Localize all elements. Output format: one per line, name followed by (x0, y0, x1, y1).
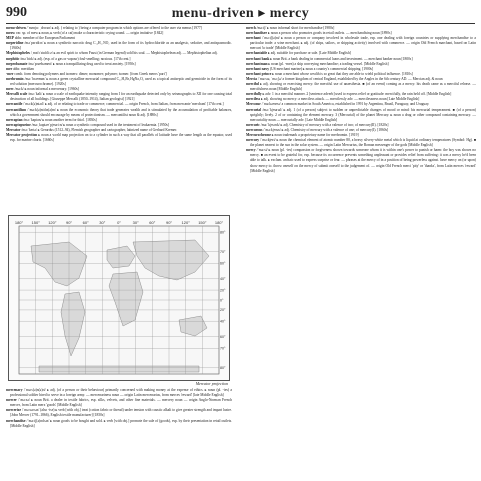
entry-headword: merchandise (6, 418, 26, 423)
right-column (246, 26, 476, 476)
dictionary-entry (246, 108, 476, 123)
dictionary-entry (6, 92, 232, 102)
entry-headword: Mercalli scale (6, 92, 28, 97)
dictionary-entry (6, 108, 232, 118)
latitude-label: 70° (220, 250, 226, 255)
dictionary-entry (246, 82, 476, 92)
entry-definition: ▸ noun a world map projection on to a cylinder in such a way that all parallels of latitude have the same length as the equator, used esp. for marine charts. [1660s] (10, 132, 232, 143)
entry-definition: /ˈməːsɪə, ˈməːʃə/ a former kingdom of central England, established by the Angles in the 6th century AD. — Mercian adj. & noun (256, 76, 443, 81)
entry-definition: /məˈfɪtɪk/ ▸ adj. (esp. of a gas or vapour) foul-smelling; noxious. [17th cent.] (19, 56, 131, 61)
entry-definition: /məˈprəʊbəmeɪt/ ▸ noun a tranquillizing drug used to treat anxiety. [1950s] (27, 61, 136, 66)
entry-definition: /ˈməːtʃ(ə)ndʌɪz/ ▸ noun goods to be bought and sold. ▸ verb [with obj.] promote the sale of (goods), esp. by their presentation in retail outlets. [Middle English] (10, 418, 232, 428)
entry-headword: mercurous (246, 127, 263, 132)
entry-headword: merch (246, 26, 256, 30)
entry-headword: merciless (246, 97, 261, 102)
longitude-label: 30° (99, 220, 106, 225)
entry-definition: /ˌmɛfɪˈstɒfɪliːz/ ▸ an evil spirit to whom Faust (in German legend) sold his soul. — Mephistophelean adj. — Mephistophelian adj. (29, 51, 218, 56)
entry-headword: Mercator (6, 127, 21, 132)
entry-definition: ▸ adj. suitable for purchase or sale. [Late Middle English] (267, 51, 351, 56)
latitude-label: 70° (220, 346, 226, 351)
entry-definition: /məːˈkjʊərɪəl/ ▸ adj. 1 (of a person) subject to sudden or unpredictable changes of mood or mind: his mercurial temperament. ■ (of a person) sprightly; lively. 2 of or containing the element mercury. 3 (Mercurial) of the planet Mercury. ▸ noun a drug or other compound containing mercury. — mercuriality noun — mercurially adv. [Late Middle English] (250, 107, 476, 122)
entry-definition: /ˈməːk(ə)ntɪlɪz(ə)m/ ▸ noun the economic theory that trade generates wealth and is stimulated by the accumulation of profitable balances, which a government should encourage by means of protectionism. — mercantilist noun & adj. [1880s] (10, 107, 232, 117)
dictionary-entry (6, 388, 232, 398)
entry-definition: ▸ adv. 1 in a merciful manner. 2 [sentence adverb] used to express relief or gratitude: mercifully, the rain held off. [Middle English] (261, 92, 452, 97)
entry-headword: Mercator projection (6, 132, 38, 137)
entry-definition: /ˈməːsə/ ▸ noun Brit. a dealer in textile fabrics, esp. silks, velvets, and other fine materials. — mercery noun — origin Anglo-Norman French mercer, from Latin merx 'goods' [Middle English] (10, 398, 232, 408)
entry-definition: /ˈməːsi/ ▸ noun (pl. -ies) compassion or forgiveness shown towards someone whom it is within one's power to punish or harm: the boy was shown no mercy. ■ an event to be grateful for, esp. because its occurrence prevents something unpleasant or provides relief from suffering: it was a mercy he'd been able to talk. ▸ exclam. archaic used to express surprise or fear. — phrases at the mercy of in a position of being powerless against. have mercy on (or upon) show mercy to. throw oneself on the mercy of submit oneself to the judgement of. — origin Old French merci 'pity' or 'thanks', from Latin merces 'reward' [Middle English] (250, 148, 476, 173)
dictionary-entry (6, 41, 232, 51)
entry-definition: comb. form denoting polymers and isomers: dimer; monomer; polymer; isomer. [from Greek meros 'part'] (13, 71, 167, 76)
dictionary-entry (6, 398, 232, 408)
longitude-label: 60° (149, 220, 156, 225)
entry-definition: /ˈməːkəʊsʊə/ a common market in South America, established in 1991 by Argentina, Brazil, Paraguay, and Uruguay. (260, 102, 430, 107)
entry-headword: mephitic (6, 56, 20, 61)
entry-headword: mercantilism (6, 107, 27, 112)
entry-definition: /ˈməːsərʌɪz/ (also -ise) ▸ verb [with obj.] treat (cotton fabric or thread) under tension with caustic alkali to give greater strength and impart lustre. [John Mercer (1791–1866), English textile manufacturer] [1850s] (10, 408, 232, 418)
entry-definition: /ˈməːs(ə)n(ə)ri/ ▸ adj. (of a person or their behaviour) primarily concerned with making money at the expense of ethics. ▸ noun (pl. -ies) a professional soldier hired to serve in a foreign army. — mercenariness noun — origin Latin mercenarius, from merces 'reward' [late Middle English] (10, 388, 232, 398)
entry-headword: Mercia (246, 76, 257, 81)
longitude-label: 150° (31, 220, 40, 225)
entry-headword: mercaptopurine (6, 122, 31, 127)
latitude-label: 60° (220, 334, 226, 339)
entry-headword: meow (6, 31, 15, 36)
entry-definition: (US merchant marine) ▸ noun a country's commercial shipping. [1900s] (269, 66, 374, 71)
entry-definition: /məːk/ ▸ noun informal a mercenary. [1960s] (13, 87, 79, 92)
entry-definition: /məːˈkali/ ▸ noun a scale of earthquake intensity ranging from I for an earthquake detected only by seismographs to XII for one causing total destruction of all buildings. [Giuseppe Mercalli (1850–1914), Italian geologist] [1921] (10, 92, 232, 102)
longitude-label: 30° (132, 220, 139, 225)
entry-definition: /məˈpɛrɪdiːn/ ▸ noun a synthetic narcotic drug C₁₅H₂₁NO₂ used in the form of its hydrochloride as an analgesic, sedative, and antispasmodic. [1940s] (10, 41, 232, 51)
entry-headword: mercuric (246, 122, 260, 127)
longitude-label: 90° (165, 220, 173, 225)
longitude-label: 0° (117, 220, 121, 225)
longitude-label: 120° (48, 220, 57, 225)
entry-headword: merc (6, 87, 14, 92)
latitude-label: 80° (220, 230, 226, 235)
entry-headword: merchant (246, 36, 261, 41)
entry-headword: merchantman (246, 61, 268, 66)
entry-headword: meperidine (6, 41, 24, 46)
dictionary-entry (6, 133, 232, 143)
latitude-label: 40° (220, 319, 226, 324)
entry-definition: abbr. member of the European Parliament (13, 36, 75, 41)
entry-definition: ▸ noun (pl. -men) a ship conveying merchandise; a trading vessel. [Middle English] (267, 61, 389, 66)
entry-headword: merchant navy (246, 66, 269, 71)
dictionary-entry (6, 408, 232, 418)
map-caption: Mercator projection (195, 381, 228, 386)
entry-headword: MEP (6, 36, 14, 41)
latitude-label: 40° (220, 277, 226, 282)
entry-definition: /məːˈkeɪtə/ ▸ Gerardus (1512–94), Flemish geographer and cartographer, latinized name of Gerhard Kremer. (20, 127, 178, 132)
entry-headword: merchantable (246, 51, 268, 56)
entry-headword: merbromin (6, 76, 24, 81)
entry-headword: Mercosur (246, 102, 261, 107)
entry-headword: mercifully (246, 92, 262, 97)
entry-definition: ▸ adj. showing no mercy: a merciless attack. — mercilessly adv. — mercilessness noun [Late Middle English] (260, 97, 420, 102)
entry-headword: mercaptan (6, 117, 23, 122)
longitude-label: 150° (198, 220, 207, 225)
entry-definition: ▸ noun Brit. a bank dealing in commercial loans and investment. — merchant banker noun [1800s] (269, 56, 413, 61)
entry-headword: menu-driven (6, 26, 26, 30)
entry-definition: ▸ noun a merchant whose wealth is so great that they are able to wield political influence. [1810s] (271, 71, 413, 76)
entry-definition: ▸ noun a person who promotes goods in retail outlets. — merchandising noun [1890s] (267, 31, 392, 36)
entry-headword: -mer (6, 71, 14, 76)
entry-headword: merchant prince (246, 71, 272, 76)
page-header (6, 5, 475, 24)
entry-headword: mercenary (6, 388, 23, 392)
entry-definition: /ˈməːtʃ(ə)nt/ ▸ noun a person or company involved in wholesale trade, esp. one dealing with foreign countries or supplying merchandise to a particular trade: a wine merchant. ▸ adj. (of ships, sailors, or shipping activity) involved with commerce. — origin Old French marchant, based on Latin mercari 'to trade' [Middle English] (250, 36, 476, 51)
dictionary-entry (246, 36, 476, 51)
dictionary-entry (6, 419, 232, 429)
left-column-bottom (6, 388, 232, 476)
latitude-label: 80° (220, 366, 226, 371)
entry-headword: merciful (246, 82, 259, 87)
dictionary-entry (246, 138, 476, 148)
entry-definition: /məːˈbrəʊmɪn/ ▸ noun a green crystalline mercurial compound C₂₀H₈Br₂HgNa₂O₆ used as a topical antiseptic and germicide in the form of its red solution (mercurochrome). [1920s] (10, 76, 232, 87)
entry-definition: abbr. meridian (12, 66, 34, 71)
entry-definition: /ˈməːkjʊrəs/ ▸ adj. Chemistry of mercury with a valence of one; of mercury(I). [1860s] (262, 127, 389, 132)
entry-definition: /məːtʃ/ ▸ noun informal short for merchandise [1980s] (255, 26, 335, 30)
entry-headword: mercy (246, 148, 256, 153)
mercator-map-svg (9, 216, 229, 380)
mercator-map-illustration (8, 215, 230, 381)
entry-headword: mer (6, 66, 13, 71)
entry-headword: merchant bank (246, 56, 270, 61)
entry-definition: var. sp. of mew ▸ noun, ▸ verb (of a cat) make a characteristic crying sound. — origin imitative [1842] (14, 31, 164, 36)
entry-definition: /ˈməːk(ə)ntʌɪl/ ▸ adj. of or relating to trade or commerce; commercial. — origin French, from Italian, from mercante 'merchant' [17th cent.] (22, 102, 224, 107)
latitude-label: 0° (220, 298, 224, 303)
latitude-label: 60° (220, 261, 226, 266)
longitude-label: 90° (65, 220, 73, 225)
entry-definition: /məːˈkaptan/ ▸ noun another term for thiol. [1830s] (22, 117, 97, 122)
longitude-label: 180° (14, 220, 24, 225)
longitude-label: 60° (82, 220, 89, 225)
longitude-label: 180° (214, 220, 224, 225)
entry-headword: mercurial (246, 107, 262, 112)
entry-headword: mercantile (6, 102, 23, 107)
entry-headword: meprobamate (6, 61, 28, 66)
guide-words: menu-driven ▸ mercy (171, 6, 310, 21)
entry-headword: mercerize (6, 408, 22, 413)
dictionary-entry (246, 148, 476, 173)
entry-definition: /ˈməːkjʊri/ ▸ noun the chemical element of atomic number 80, a heavy silvery-white metal which is liquid at ordinary temperatures (Symbol: Hg). ■ the planet nearest to the sun in the solar system. — origin Latin Mercurius, the Roman messenger of the gods [Middle English] (250, 138, 476, 148)
entry-definition: ▸ adj. showing or exercising mercy: the merciful use of anaesthesia. ■ (of an event) coming as a mercy: his death came as a merciful release. — mercifulness noun [Middle English] (250, 82, 476, 92)
entry-headword: mercury (246, 138, 260, 143)
entry-definition: /məːˈkjʊərɪk/ ▸ adj. Chemistry of mercury with a valence of two; of mercury(II). [1820s] (259, 122, 389, 127)
entry-headword: mercer (6, 398, 17, 403)
page-number: 990 (6, 5, 27, 20)
entry-definition: ▸ noun trademark a proprietary name for merbromin. [1919] (270, 132, 359, 137)
entry-headword: merchandiser (246, 31, 268, 36)
latitude-label: 20° (220, 288, 226, 293)
entry-definition: /ˈmɛnjuː ˌdrɪvən/ ▸ adj. ( relating to ) being a computer program in which options are offered to the user via menus [1977] (25, 26, 202, 30)
entry-definition: /məːˌkaptəʊˈpjʊəriːn/ ▸ noun a synthetic compound used in the treatment of leukaemia. [1950s] (30, 122, 169, 127)
latitude-label: 20° (220, 308, 226, 313)
entry-headword: Mephistopheles (6, 51, 30, 56)
dictionary-entry (6, 77, 232, 87)
entry-headword: Mercurochrome (246, 132, 271, 137)
longitude-label: 120° (181, 220, 190, 225)
